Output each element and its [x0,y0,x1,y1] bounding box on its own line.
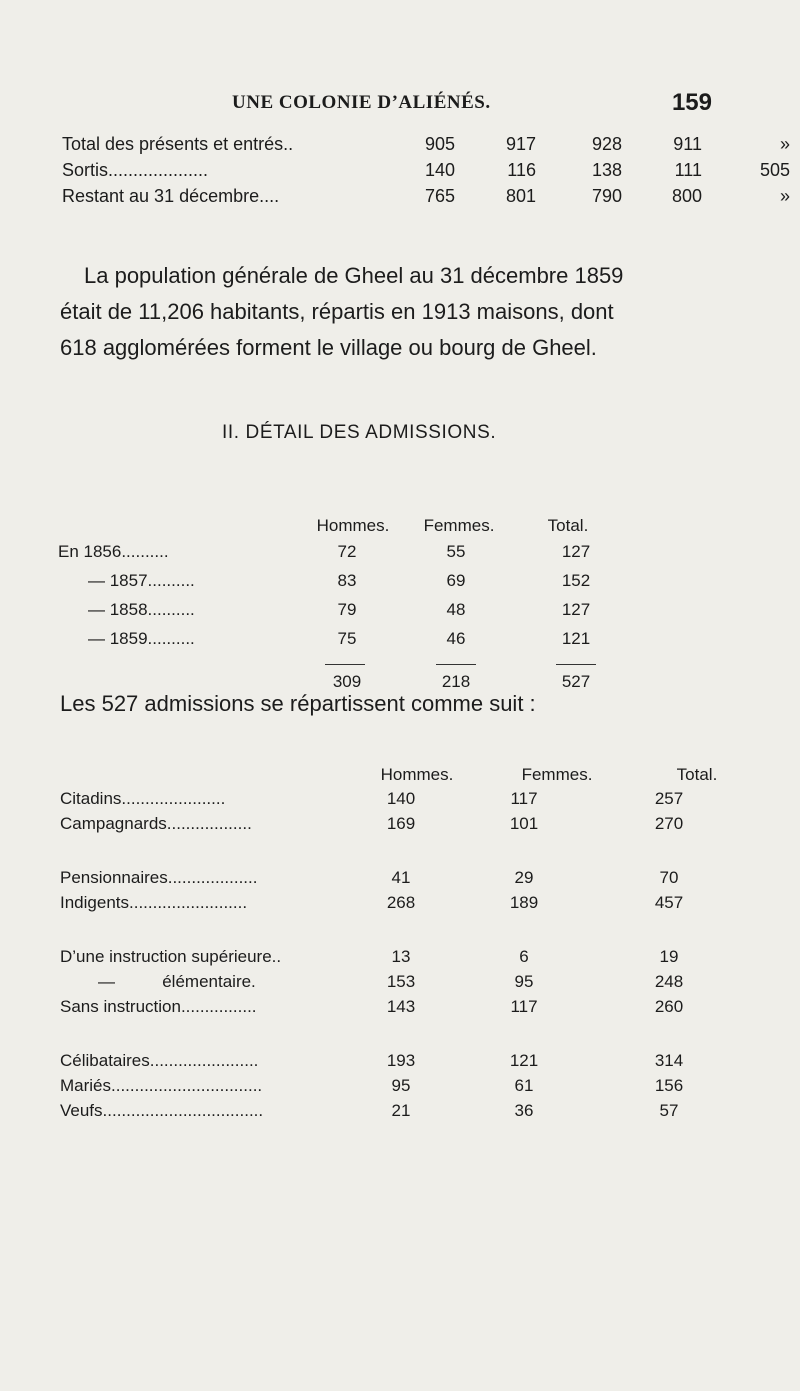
row-label: Indigents......................... [60,893,248,912]
row-label: — 1858.......... [88,600,195,619]
total-cell: 218 [441,672,471,691]
table-row [60,1051,740,1076]
table-cell: 111 [674,160,702,180]
breakdown-table [60,765,740,1126]
table-cell: 193 [386,1051,416,1070]
table-cell: 189 [509,893,539,912]
table-cell: 140 [386,789,416,808]
table-cell: 13 [391,947,411,966]
table-cell: 21 [391,1101,411,1120]
table-cell: 61 [514,1076,534,1095]
table-row [58,542,658,571]
table-cell: 248 [654,972,684,991]
table-cell: 75 [337,629,357,648]
table-cell: 801 [505,186,536,206]
row-label: Campagnards.................. [60,814,252,833]
table-row [60,947,740,972]
group-gap [60,1022,740,1051]
table-cell: 153 [386,972,416,991]
table-header [60,765,740,789]
table-cell: 928 [591,134,622,154]
table-cell: 257 [654,789,684,808]
row-label: D’une instruction supérieure.. [60,947,282,966]
table-row [60,814,740,839]
table-cell: 70 [659,868,679,887]
running-title: UNE COLONIE D’ALIÉNÉS. [232,92,491,113]
table-cell: 800 [671,186,702,206]
paragraph-line: 618 agglomérées forment le village ou bourg de Gheel. [60,335,597,360]
table-cell: 83 [337,571,357,590]
table-row [62,186,790,212]
row-label: — 1859.......... [88,629,195,648]
table-cell: 505 [759,160,790,180]
table-cell: 48 [446,600,466,619]
row-label: Restant au 31 décembre.... [62,186,280,206]
row-label: Sans instruction................ [60,997,257,1016]
admissions-sentence: Les 527 admissions se répartissent comme suit : [60,691,536,716]
paragraph-line: était de 11,206 habitants, répartis en 1913 maisons, dont [60,299,614,324]
table-row [58,600,658,629]
column-header: Total. [547,516,589,535]
row-label: Citadins...................... [60,789,226,808]
row-label: Célibataires....................... [60,1051,259,1070]
table-cell: 79 [337,600,357,619]
total-cell: 527 [561,672,591,691]
table-cell: 314 [654,1051,684,1070]
column-header: Hommes. [316,516,390,535]
row-label: Veufs.................................. [60,1101,264,1120]
table-cell: 57 [659,1101,679,1120]
column-header: Femmes. [521,765,593,784]
table-cell: 127 [561,600,591,619]
table-cell: 143 [386,997,416,1016]
column-header: Femmes. [423,516,495,535]
table-cell: 95 [391,1076,411,1095]
table-cell: 121 [561,629,591,648]
paragraph-line: La population générale de Gheel au 31 décembre 1859 [84,263,624,288]
total-rule [436,664,476,665]
table-cell: 69 [446,571,466,590]
column-header: Total. [676,765,718,784]
group-gap [60,918,740,947]
table-cell: 19 [659,947,679,966]
table-cell: 46 [446,629,466,648]
table-cell: 116 [507,160,536,180]
column-header: Hommes. [380,765,454,784]
table-cell: 6 [519,947,529,966]
table-row [62,134,790,160]
table-cell: 169 [386,814,416,833]
table-row [62,160,790,186]
total-rule [325,664,365,665]
table-cell: 72 [337,542,357,561]
table-cell: 270 [654,814,684,833]
table-cell: 55 [446,542,466,561]
table-row [60,789,740,814]
table-row [60,997,740,1022]
table-cell: 260 [654,997,684,1016]
table-row [60,1076,740,1101]
table-cell: 917 [505,134,536,154]
total-rule [556,664,596,665]
row-label: Mariés................................ [60,1076,263,1095]
table-row [60,972,740,997]
row-label: Pensionnaires................... [60,868,258,887]
table-row [58,571,658,600]
table-cell: 457 [654,893,684,912]
table-cell: » [779,186,790,206]
table-row [58,629,658,658]
population-paragraph [60,258,730,366]
row-label: En 1856.......... [58,542,169,561]
page-number: 159 [671,89,712,116]
table-cell: 138 [591,160,622,180]
table-cell: 152 [561,571,591,590]
table-cell: 95 [514,972,534,991]
table-header [58,516,658,542]
table-row [60,1101,740,1126]
table-cell: 121 [509,1051,539,1070]
table-cell: » [779,134,790,154]
table-cell: 29 [514,868,534,887]
table-cell: 156 [654,1076,684,1095]
row-label: Sortis.................... [62,160,209,180]
table-cell: 911 [673,134,702,154]
table-cell: 117 [510,789,538,808]
row-label: — élémentaire. [98,972,256,991]
table-row [60,893,740,918]
table-cell: 36 [514,1101,534,1120]
running-head [232,89,712,122]
group-gap [60,839,740,868]
table-cell: 127 [561,542,591,561]
row-label: Total des présents et entrés.. [62,134,294,154]
total-rules [58,658,658,672]
section-heading: II. DÉTAIL DES ADMISSIONS. [222,422,497,443]
table-cell: 117 [510,997,538,1016]
table-row [60,868,740,893]
table-cell: 41 [391,868,411,887]
table-cell: 905 [424,134,455,154]
movement-table [62,134,790,212]
table-cell: 268 [386,893,416,912]
table-cell: 790 [591,186,622,206]
table-cell: 101 [509,814,539,833]
table-cell: 765 [424,186,455,206]
row-label: — 1857.......... [88,571,195,590]
admissions-table [58,516,658,701]
table-cell: 140 [424,160,455,180]
total-cell: 309 [332,672,362,691]
